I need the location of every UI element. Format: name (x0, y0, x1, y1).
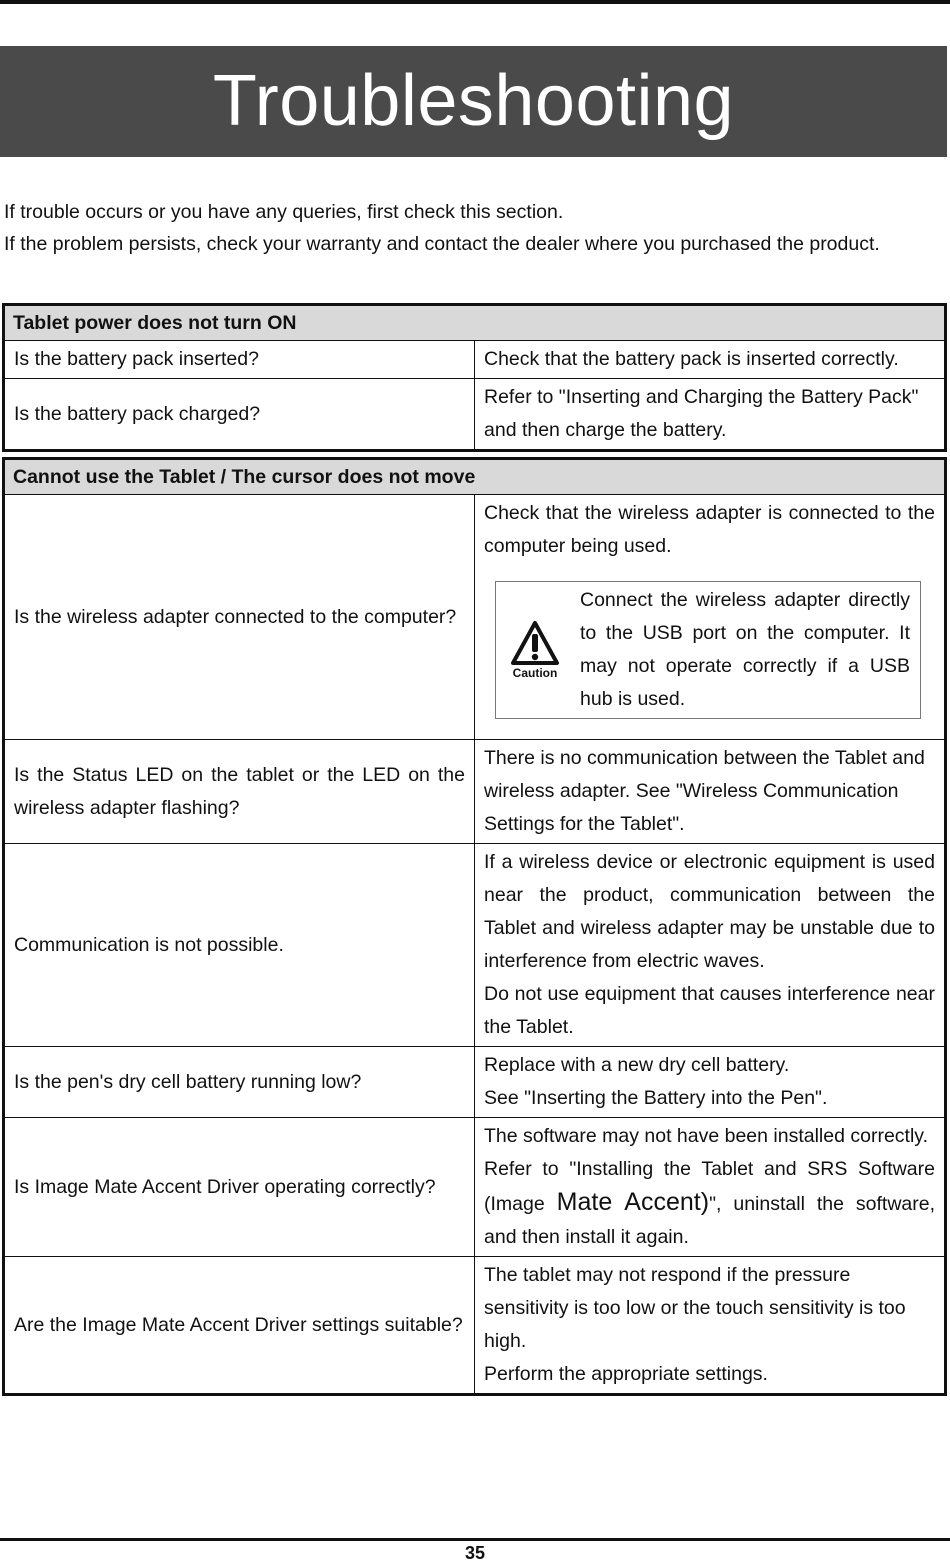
section-heading-power: Tablet power does not turn ON (4, 305, 946, 341)
answer-text: Replace with a new dry cell battery. (484, 1054, 790, 1076)
answer-cell: There is no communication between the Tablet and wireless adapter. See "Wireless Communication Settings for the Tablet". (475, 740, 946, 844)
intro-line-1: If trouble occurs or you have any queries, first check this section. (4, 201, 564, 223)
answer-cell (475, 844, 946, 1047)
power-troubleshooting-table (2, 303, 947, 452)
table-row (4, 379, 946, 451)
question-cell: Is the wireless adapter connected to the computer? (4, 495, 475, 740)
table-row (4, 1257, 946, 1395)
caution-label: Caution (512, 666, 558, 680)
answer-cell (475, 1257, 946, 1395)
question-cell: Is the pen's dry cell battery running low? (4, 1047, 475, 1118)
bottom-rule (0, 1538, 950, 1541)
caution-box (495, 581, 921, 719)
answer-text: Perform the appropriate settings. (484, 1363, 768, 1385)
warning-triangle-icon (510, 620, 560, 666)
cursor-troubleshooting-table (2, 457, 947, 1396)
answer-fragment-large: Mate Accent) (556, 1188, 710, 1216)
answer-text: Check that the wireless adapter is connected to the computer being used. (484, 502, 935, 557)
answer-fragment: ", uninstall the software, and then install it again. (484, 1193, 936, 1248)
table-row (4, 495, 946, 740)
table-row (4, 1118, 946, 1257)
answer-text: See "Inserting the Battery into the Pen". (484, 1087, 828, 1109)
caution-icon-group (502, 620, 568, 680)
question-cell: Are the Image Mate Accent Driver settings suitable? (4, 1257, 475, 1395)
question-cell: Is the Status LED on the tablet or the LED on the wireless adapter flashing? (4, 740, 475, 844)
question-cell: Is the battery pack charged? (4, 379, 475, 451)
table-row (4, 341, 946, 379)
intro-text (4, 196, 944, 260)
answer-text: The software may not have been installed correctly. (484, 1125, 929, 1147)
answer-cell: Refer to "Inserting and Charging the Battery Pack" and then charge the battery. (475, 379, 946, 451)
answer-fragment: Refer to "Installing the Tablet and SRS Software (Image (484, 1158, 935, 1215)
answer-text: If a wireless device or electronic equipment is used near the product, communication between the Tablet and wireless adapter may be unstable due to interference from electric waves. (484, 851, 935, 972)
answer-cell (475, 495, 946, 740)
table-row (4, 844, 946, 1047)
answer-cell: Check that the battery pack is inserted correctly. (475, 341, 946, 379)
table-row (4, 740, 946, 844)
page-number: 35 (464, 1543, 486, 1563)
caution-text: Connect the wireless adapter directly to the USB port on the computer. It may not operate correctly if a USB hub is used. (580, 589, 910, 710)
question-cell: Is Image Mate Accent Driver operating correctly? (4, 1118, 475, 1257)
answer-cell (475, 1118, 946, 1257)
table-row (4, 1047, 946, 1118)
page-title: Troubleshooting (0, 46, 947, 157)
answer-text: The tablet may not respond if the pressure sensitivity is too low or the touch sensitivity is too high. (484, 1264, 906, 1352)
question-cell: Communication is not possible. (4, 844, 475, 1047)
intro-line-2: If the problem persists, check your warranty and contact the dealer where you purchased the product. (4, 233, 880, 255)
answer-text: Do not use equipment that causes interference near the Tablet. (484, 983, 935, 1038)
section-heading-cursor: Cannot use the Tablet / The cursor does not move (4, 459, 946, 495)
answer-cell (475, 1047, 946, 1118)
answer-text (484, 1153, 935, 1254)
top-rule (0, 0, 950, 4)
question-cell: Is the battery pack inserted? (4, 341, 475, 379)
